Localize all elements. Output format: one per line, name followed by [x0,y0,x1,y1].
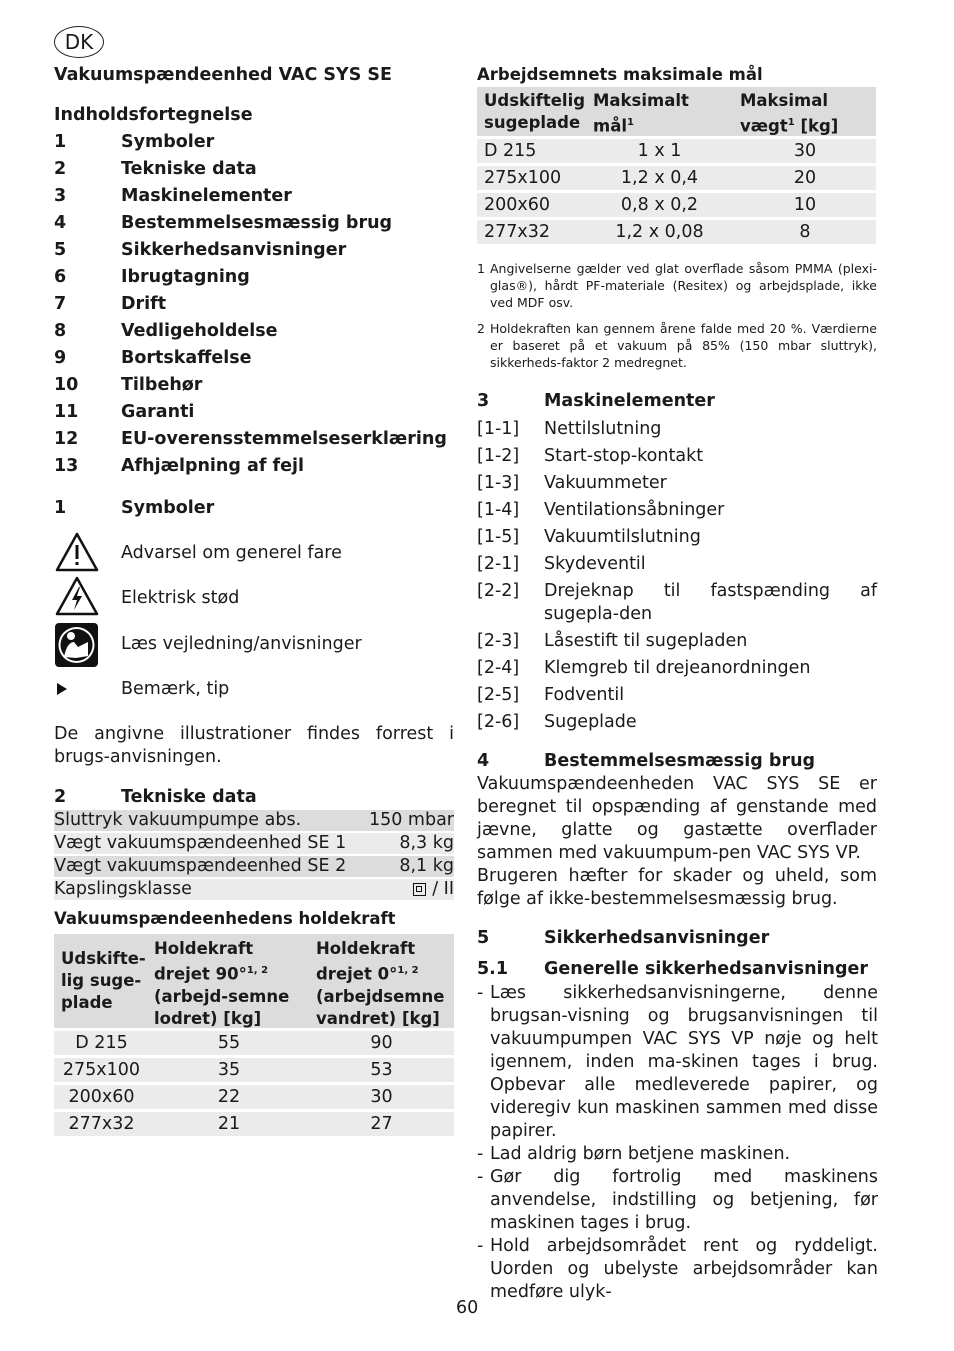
header-text: (arbejd-semne lodret) [kg] [154,986,290,1028]
table-cell: 277x32 [68,1114,135,1134]
tech-value [369,810,454,831]
toc-label: Vedligeholdelse [121,321,278,341]
toc-label: Tilbehør [121,375,203,395]
list-item [477,711,877,734]
table-cell: 1,2 x 0,08 [615,222,704,242]
footnote-number: 2 [477,321,485,336]
table-row [54,1112,454,1136]
table-cell: 30 [793,141,817,161]
footnote-ref: 1 [626,117,634,128]
tech-key: Kapslingsklasse [54,879,192,899]
table-cell: 1 x 1 [637,141,682,161]
table-cell: 20 [793,168,817,188]
table-cell: 8 [799,222,811,242]
header-text: Maksimalt mål [593,91,689,136]
toc-number: 2 [54,159,67,179]
item-label: Drejeknap til fastspænding af sugepla-den [544,581,877,624]
toc-item [54,429,447,449]
footnote-ref: 1 [787,117,795,128]
toc-label: Symboler [121,132,215,152]
footnote [477,260,877,311]
toc-item [54,159,257,179]
item-reference: [1-2] [477,446,520,466]
paragraph: Vakuumspændeenheden VAC SYS SE er beregnet til opspænding af genstande med jævne, glatte og gastætte overflader sammen med vakuumpum-pen VAC SYS VP. [477,774,877,863]
tech-value-text: 150 mbar [368,810,454,830]
section-number: 5 [477,928,490,948]
item-reference: [2-6] [477,712,520,732]
subsection-number: 5.1 [477,959,509,979]
table-cell: 53 [370,1060,393,1080]
table-row [54,1058,454,1082]
header-text: Maksimal vægt [740,91,828,136]
list-item: - Gør dig fortrolig med maskinens anvendelse, indstilling og betjening, før maskinen tages i brug. [477,1166,878,1235]
tech-value [413,879,454,900]
item-label: Skydeventil [544,554,646,574]
tech-value-text: 8,3 kg [399,833,454,853]
item-label: Vakuummeter [544,473,667,493]
item-label: Ventilationsåbninger [544,500,725,520]
tech-key: Vægt vakuumspændeenhed SE 2 [54,856,347,876]
footnote-ref: 1, 2 [397,965,419,976]
section-heading-tech [54,787,257,807]
table-row [477,166,876,190]
toc-label: Tekniske data [121,159,257,179]
item-reference: [1-5] [477,527,520,547]
tech-row [54,810,454,831]
footnote-text: Angivelserne gælder ved glat overflade såsom PMMA (plexi-glas®), hårdt PF-materiale (Resitex) og arbejdsplade, ikke ved MDF osv. [490,261,877,310]
max-heading: Arbejdsemnets maksimale mål [477,65,763,84]
arrow-tip-icon [57,683,67,695]
table-cell: 27 [370,1114,393,1134]
language-code: DK [64,30,94,54]
toc-label: Sikkerhedsanvisninger [121,240,347,260]
toc-item [54,240,346,260]
symbol-label: Bemærk, tip [121,679,230,699]
tech-value [399,856,454,877]
toc-number: 9 [54,348,67,368]
table-cell: 1,2 x 0,4 [620,168,699,188]
section-number: 3 [477,391,490,411]
page-number: 60 [456,1298,479,1318]
holding-header-0 [316,938,446,1030]
toc-item [54,267,250,287]
protection-class-icon [413,883,426,896]
header-text: [kg] [800,116,839,136]
section-title: Maskinelementer [544,391,715,411]
toc-number: 3 [54,186,67,206]
holding-header-plate: Udskifte-lig suge-plade [61,949,146,1012]
holding-table-header [54,934,454,1028]
footnote-text: Holdekraften kan gennem årene falde med 20 %. Værdierne er baseret på et vakuum på 85% (150 mbar sluttryk), sikkerheds-faktor 2 medregnet. [490,321,877,370]
section-number: 2 [54,787,67,807]
table-row [477,220,876,244]
subsection-heading-general-safety [477,959,868,979]
table-row [54,1085,454,1109]
item-label: Nettilslutning [544,419,662,439]
item-reference: [2-4] [477,658,520,678]
symbol-label: Læs vejledning/anvisninger [121,634,362,654]
section-heading-safety [477,928,769,948]
section-title: Tekniske data [121,787,257,807]
list-item [477,553,877,576]
protection-class-inner [416,886,422,892]
max-table-header [477,87,876,136]
symbol-label: Advarsel om generel fare [121,543,342,563]
toc-number: 5 [54,240,67,260]
table-cell: 30 [370,1087,393,1107]
item-label: Start-stop-kontakt [544,446,704,466]
max-header-plate: Udskiftelig sugeplade [484,91,586,132]
item-reference: [2-5] [477,685,520,705]
toc-label: Maskinelementer [121,186,292,206]
table-row [477,139,876,163]
item-reference: [1-1] [477,419,520,439]
table-cell: 200x60 [68,1087,135,1107]
footnote-ref: 1, 2 [246,965,269,976]
item-label: Sugeplade [544,712,637,732]
holding-header-90 [154,938,306,1030]
toc-item [54,402,194,422]
toc-label: Bestemmelsesmæssig brug [121,213,393,233]
section-title: Sikkerhedsanvisninger [544,928,770,948]
safety-list [477,982,878,1304]
tech-value-text: / II [432,879,454,899]
illustrations-note: De angivne illustrationer findes forrest i brugs-anvisningen. [54,724,454,767]
section-title: Bestemmelsesmæssig brug [544,751,816,771]
tech-value-text: 8,1 kg [399,856,454,876]
holding-heading: Vakuumspændeenhedens holdekraft [54,909,396,928]
toc-label: Bortskaffelse [121,348,252,368]
toc-number: 13 [54,456,79,476]
list-item [477,526,877,549]
item-reference: [2-1] [477,554,520,574]
toc-label: Garanti [121,402,195,422]
item-label: Klemgreb til drejeanordningen [544,658,811,678]
warning-triangle-icon [55,532,99,572]
tech-row [54,856,454,877]
list-item [477,472,877,495]
toc-number: 7 [54,294,67,314]
list-item [477,499,877,522]
toc-number: 11 [54,402,79,422]
table-cell: 90 [370,1033,393,1053]
toc-number: 1 [54,132,67,152]
table-cell: 200x60 [484,195,551,215]
toc-heading: Indholdsfortegnelse [54,105,253,125]
item-reference: [2-2] [477,581,520,601]
paragraph: Brugeren hæfter for skader og uheld, som følge af ikke-bestemmelsesmæssig brug. [477,866,877,909]
table-cell: 21 [217,1114,241,1134]
list-item [477,445,877,468]
toc-item [54,294,166,314]
table-cell: 55 [217,1033,241,1053]
list-item [477,418,877,441]
electric-shock-icon [55,576,99,616]
toc-label: EU-overensstemmelseserklæring [121,429,447,449]
header-text: Holdekraft drejet 0° [316,939,416,984]
toc-item [54,213,392,233]
tech-row [54,879,454,900]
header-text: Holdekraft drejet 90° [154,939,254,984]
list-item [477,657,877,680]
section-heading-machine [477,391,715,411]
list-item [477,580,877,626]
toc-number: 4 [54,213,67,233]
table-cell: 35 [217,1060,241,1080]
item-label: Låsestift til sugepladen [544,631,748,651]
toc-number: 6 [54,267,67,287]
toc-item [54,375,202,395]
section-number: 1 [54,498,67,518]
table-cell: D 215 [484,141,537,161]
toc-item [54,456,304,476]
footnote [477,320,877,371]
toc-label: Ibrugtagning [121,267,250,287]
item-reference: [1-3] [477,473,520,493]
symbol-label: Elektrisk stød [121,588,240,608]
list-item: - Hold arbejdsområdet rent og ryddeligt. Uorden og ubelyste arbejdsområder kan medføre ulyk- [477,1235,878,1304]
table-cell: 10 [793,195,817,215]
section-heading-symbols [54,498,214,518]
table-row [477,193,876,217]
item-reference: [1-4] [477,500,520,520]
toc-item [54,348,252,368]
tech-key: Vægt vakuumspændeenhed SE 1 [54,833,347,853]
footnote-number: 1 [477,261,485,276]
list-item: - Læs sikkerhedsanvisningerne, denne brugsan-visning og brugsanvisningen til vakuumpumpen VAC SYS VP nøje og helt igennem, inden ma-skinen tages i brug. Opbevar alle medleverede papirer, og videregiv kun maskinen sammen med disse papirer. [477,982,878,1143]
language-badge [54,26,104,58]
header-text: (arbejdsemne vandret) [kg] [316,986,445,1028]
list-item [477,684,877,707]
document-title: Vakuumspændeenhed VAC SYS SE [54,65,392,85]
toc-item [54,321,278,341]
toc-number: 10 [54,375,79,395]
toc-label: Drift [121,294,167,314]
table-cell: D 215 [75,1033,128,1053]
item-reference: [2-3] [477,631,520,651]
max-header-weight [740,90,870,138]
toc-number: 8 [54,321,67,341]
toc-label: Afhjælpning af fejl [121,456,305,476]
section-title: Symboler [121,498,215,518]
table-cell: 277x32 [484,222,551,242]
table-cell: 275x100 [62,1060,141,1080]
subsection-title: Generelle sikkerhedsanvisninger [544,959,869,979]
toc-item [54,132,214,152]
tech-value [399,833,454,854]
toc-item [54,186,292,206]
section-heading-use [477,751,815,771]
table-cell: 0,8 x 0,2 [620,195,699,215]
list-item [477,630,877,653]
table-cell: 22 [217,1087,241,1107]
item-label: Fodventil [544,685,625,705]
tech-row [54,833,454,854]
toc-number: 12 [54,429,79,449]
section-number: 4 [477,751,490,771]
table-cell: 275x100 [484,168,562,188]
use-text [477,773,877,911]
tech-key: Sluttryk vakuumpumpe abs. [54,810,302,830]
list-item: - Lad aldrig børn betjene maskinen. [477,1143,878,1166]
item-label: Vakuumtilslutning [544,527,701,547]
read-manual-icon [54,622,99,668]
table-row [54,1031,454,1055]
